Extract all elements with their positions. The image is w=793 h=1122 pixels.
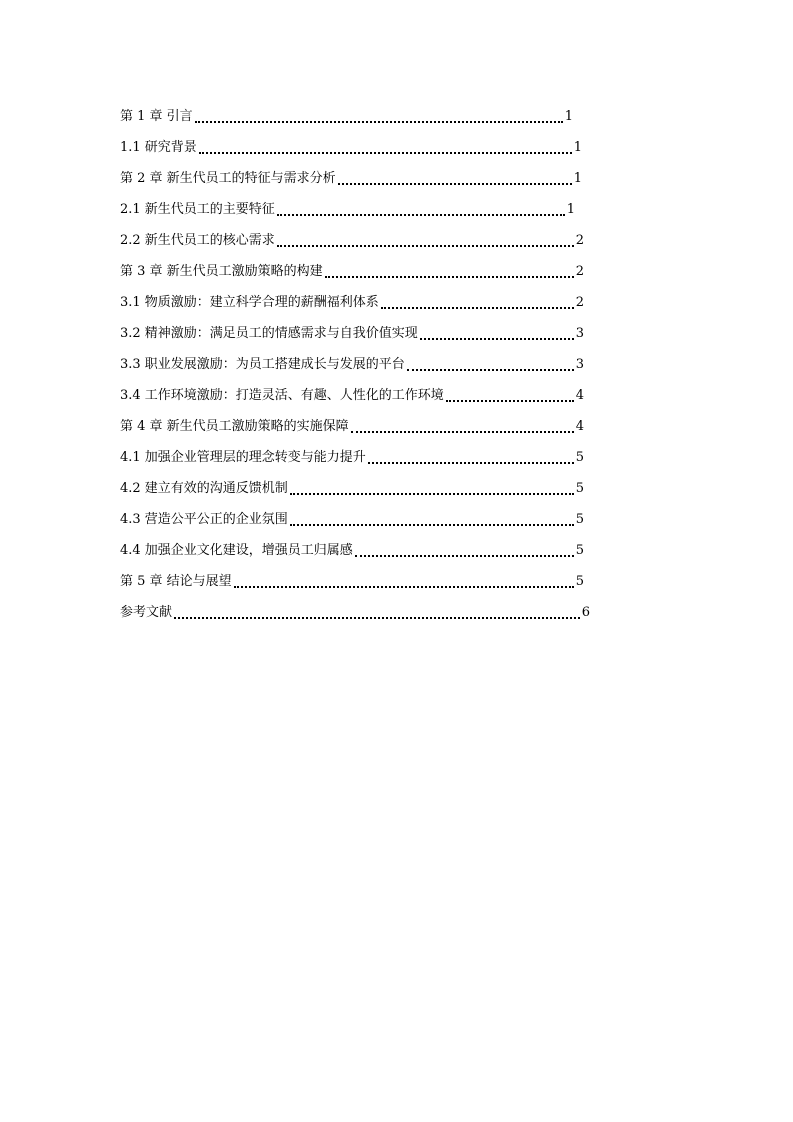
toc-entry[interactable] [120,504,584,535]
toc-dot-leader [368,442,574,464]
toc-entry[interactable] [120,194,575,225]
toc-entry-title: 2.2 新生代员工的核心需求 [120,231,276,251]
toc-entry[interactable] [120,132,582,163]
toc-entry-title: 1.1 研究背景 [120,138,198,158]
toc-entry[interactable] [120,349,584,380]
toc-entry-page-number: 4 [575,418,584,434]
toc-dot-leader [325,256,574,278]
toc-entry[interactable] [120,287,584,318]
toc-entry-page-number: 1 [566,201,575,217]
toc-entry[interactable] [120,566,584,597]
toc-entry-title: 第 1 章 引言 [120,107,194,127]
toc-entry-page-number: 1 [564,108,573,124]
toc-dot-leader [199,132,572,154]
toc-entry[interactable] [120,380,584,411]
toc-dot-leader [407,349,574,371]
toc-entry-page-number: 5 [575,573,584,589]
toc-entry-page-number: 3 [575,325,584,341]
toc-entry-page-number: 2 [575,294,584,310]
toc-entry-title: 3.2 精神激励：满足员工的情感需求与自我价值实现 [120,324,419,344]
toc-entry-page-number: 6 [581,604,590,620]
toc-entry-page-number: 1 [573,170,582,186]
table-of-contents [120,101,590,628]
toc-entry[interactable] [120,597,590,628]
toc-entry-title: 3.1 物质激励：建立科学合理的薪酬福利体系 [120,293,380,313]
toc-entry-page-number: 5 [575,511,584,527]
toc-entry-page-number: 2 [575,263,584,279]
toc-entry-title: 4.3 营造公平公正的企业氛围 [120,510,289,530]
toc-entry-page-number: 1 [573,139,582,155]
toc-dot-leader [355,535,574,557]
toc-entry-title: 4.1 加强企业管理层的理念转变与能力提升 [120,448,367,468]
toc-dot-leader [277,194,565,216]
toc-entry-title: 4.2 建立有效的沟通反馈机制 [120,479,289,499]
toc-entry[interactable] [120,473,584,504]
toc-dot-leader [420,318,574,340]
toc-entry-title: 3.3 职业发展激励：为员工搭建成长与发展的平台 [120,355,406,375]
toc-entry-title: 第 5 章 结论与展望 [120,572,233,592]
toc-entry-title: 第 3 章 新生代员工激励策略的构建 [120,262,324,282]
toc-dot-leader [446,380,574,402]
toc-dot-leader [290,473,574,495]
toc-entry-page-number: 5 [575,542,584,558]
toc-entry-title: 4.4 加强企业文化建设，增强员工归属感 [120,541,354,561]
toc-entry[interactable] [120,225,584,256]
toc-entry[interactable] [120,163,582,194]
toc-dot-leader [351,411,574,433]
toc-entry-title: 第 4 章 新生代员工激励策略的实施保障 [120,417,350,437]
toc-entry-title: 2.1 新生代员工的主要特征 [120,200,276,220]
toc-entry-page-number: 3 [575,356,584,372]
toc-dot-leader [381,287,574,309]
toc-entry[interactable] [120,411,584,442]
toc-entry[interactable] [120,101,573,132]
toc-entry[interactable] [120,535,584,566]
toc-entry-page-number: 2 [575,232,584,248]
toc-entry-page-number: 5 [575,449,584,465]
toc-dot-leader [277,225,574,247]
toc-dot-leader [338,163,572,185]
toc-entry[interactable] [120,442,584,473]
toc-entry-page-number: 5 [575,480,584,496]
toc-dot-leader [174,597,580,619]
toc-dot-leader [290,504,574,526]
toc-entry-title: 3.4 工作环境激励：打造灵活、有趣、人性化的工作环境 [120,386,445,406]
toc-dot-leader [234,566,574,588]
toc-entry[interactable] [120,318,584,349]
toc-dot-leader [195,101,563,123]
toc-entry-title: 参考文献 [120,603,173,623]
toc-entry-page-number: 4 [575,387,584,403]
toc-entry-title: 第 2 章 新生代员工的特征与需求分析 [120,169,337,189]
toc-entry[interactable] [120,256,584,287]
